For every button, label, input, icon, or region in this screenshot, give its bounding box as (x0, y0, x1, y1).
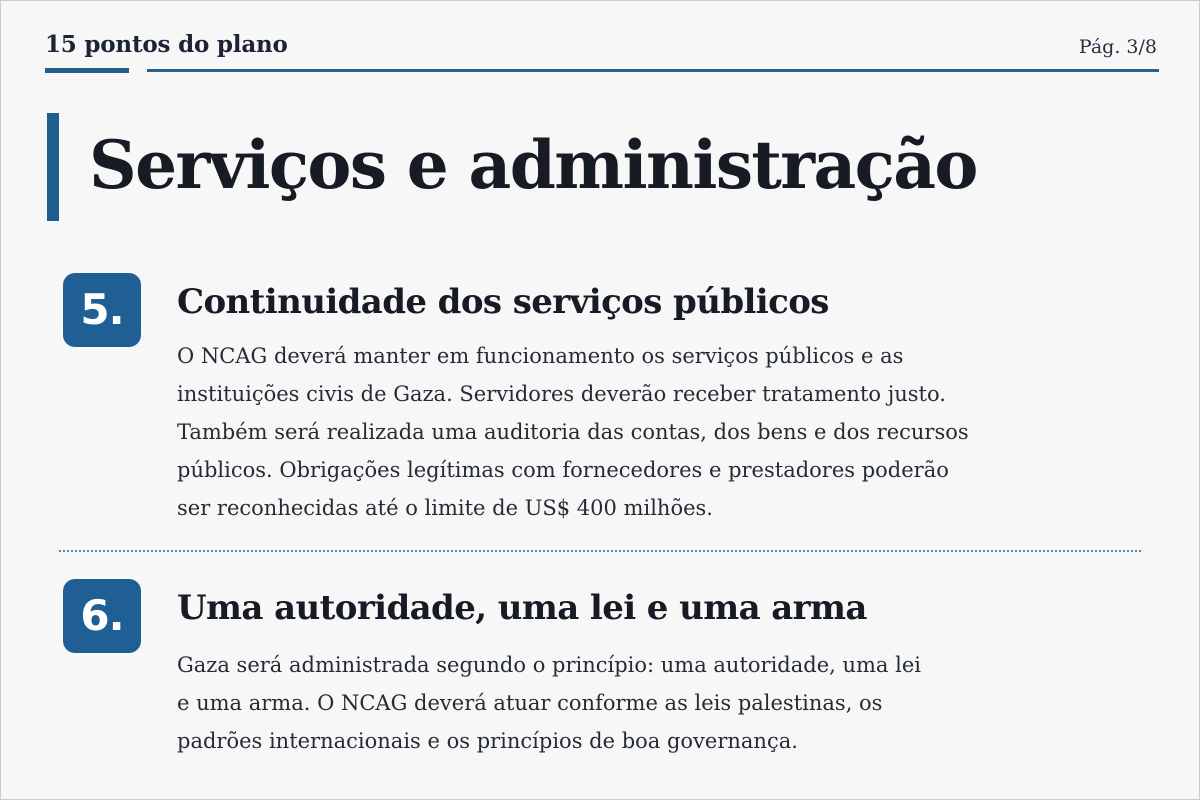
body-line: Também será realizada uma auditoria das contas, dos bens e dos recursos (177, 420, 969, 444)
kicker-underline (45, 68, 129, 73)
body-line: Gaza será administrada segundo o princípio: uma autoridade, uma lei (177, 653, 921, 677)
header-rule (147, 69, 1159, 72)
body-line: padrões internacionais e os princípios de boa governança. (177, 729, 798, 753)
body-line: e uma arma. O NCAG deverá atuar conforme as leis palestinas, os (177, 691, 883, 715)
section-kicker: 15 pontos do plano (45, 31, 288, 58)
section-number-badge: 5. (63, 273, 141, 347)
section-heading: Uma autoridade, uma lei e uma arma (177, 588, 867, 628)
body-line: públicos. Obrigações legítimas com fornecedores e prestadores poderão (177, 458, 949, 482)
title-accent-bar (47, 113, 59, 221)
body-line: ser reconhecidas até o limite de US$ 400 milhões. (177, 496, 713, 520)
section-body (177, 646, 1047, 760)
body-line: instituições civis de Gaza. Servidores deverão receber tratamento justo. (177, 382, 946, 406)
section-divider (59, 550, 1141, 552)
section-heading: Continuidade dos serviços públicos (177, 282, 829, 322)
page-number: Pág. 3/8 (1078, 36, 1157, 58)
page-title: Serviços e administração (89, 126, 977, 204)
body-line: O NCAG deverá manter em funcionamento os serviços públicos e as (177, 344, 904, 368)
section-body (177, 337, 1047, 527)
section-number-badge: 6. (63, 579, 141, 653)
